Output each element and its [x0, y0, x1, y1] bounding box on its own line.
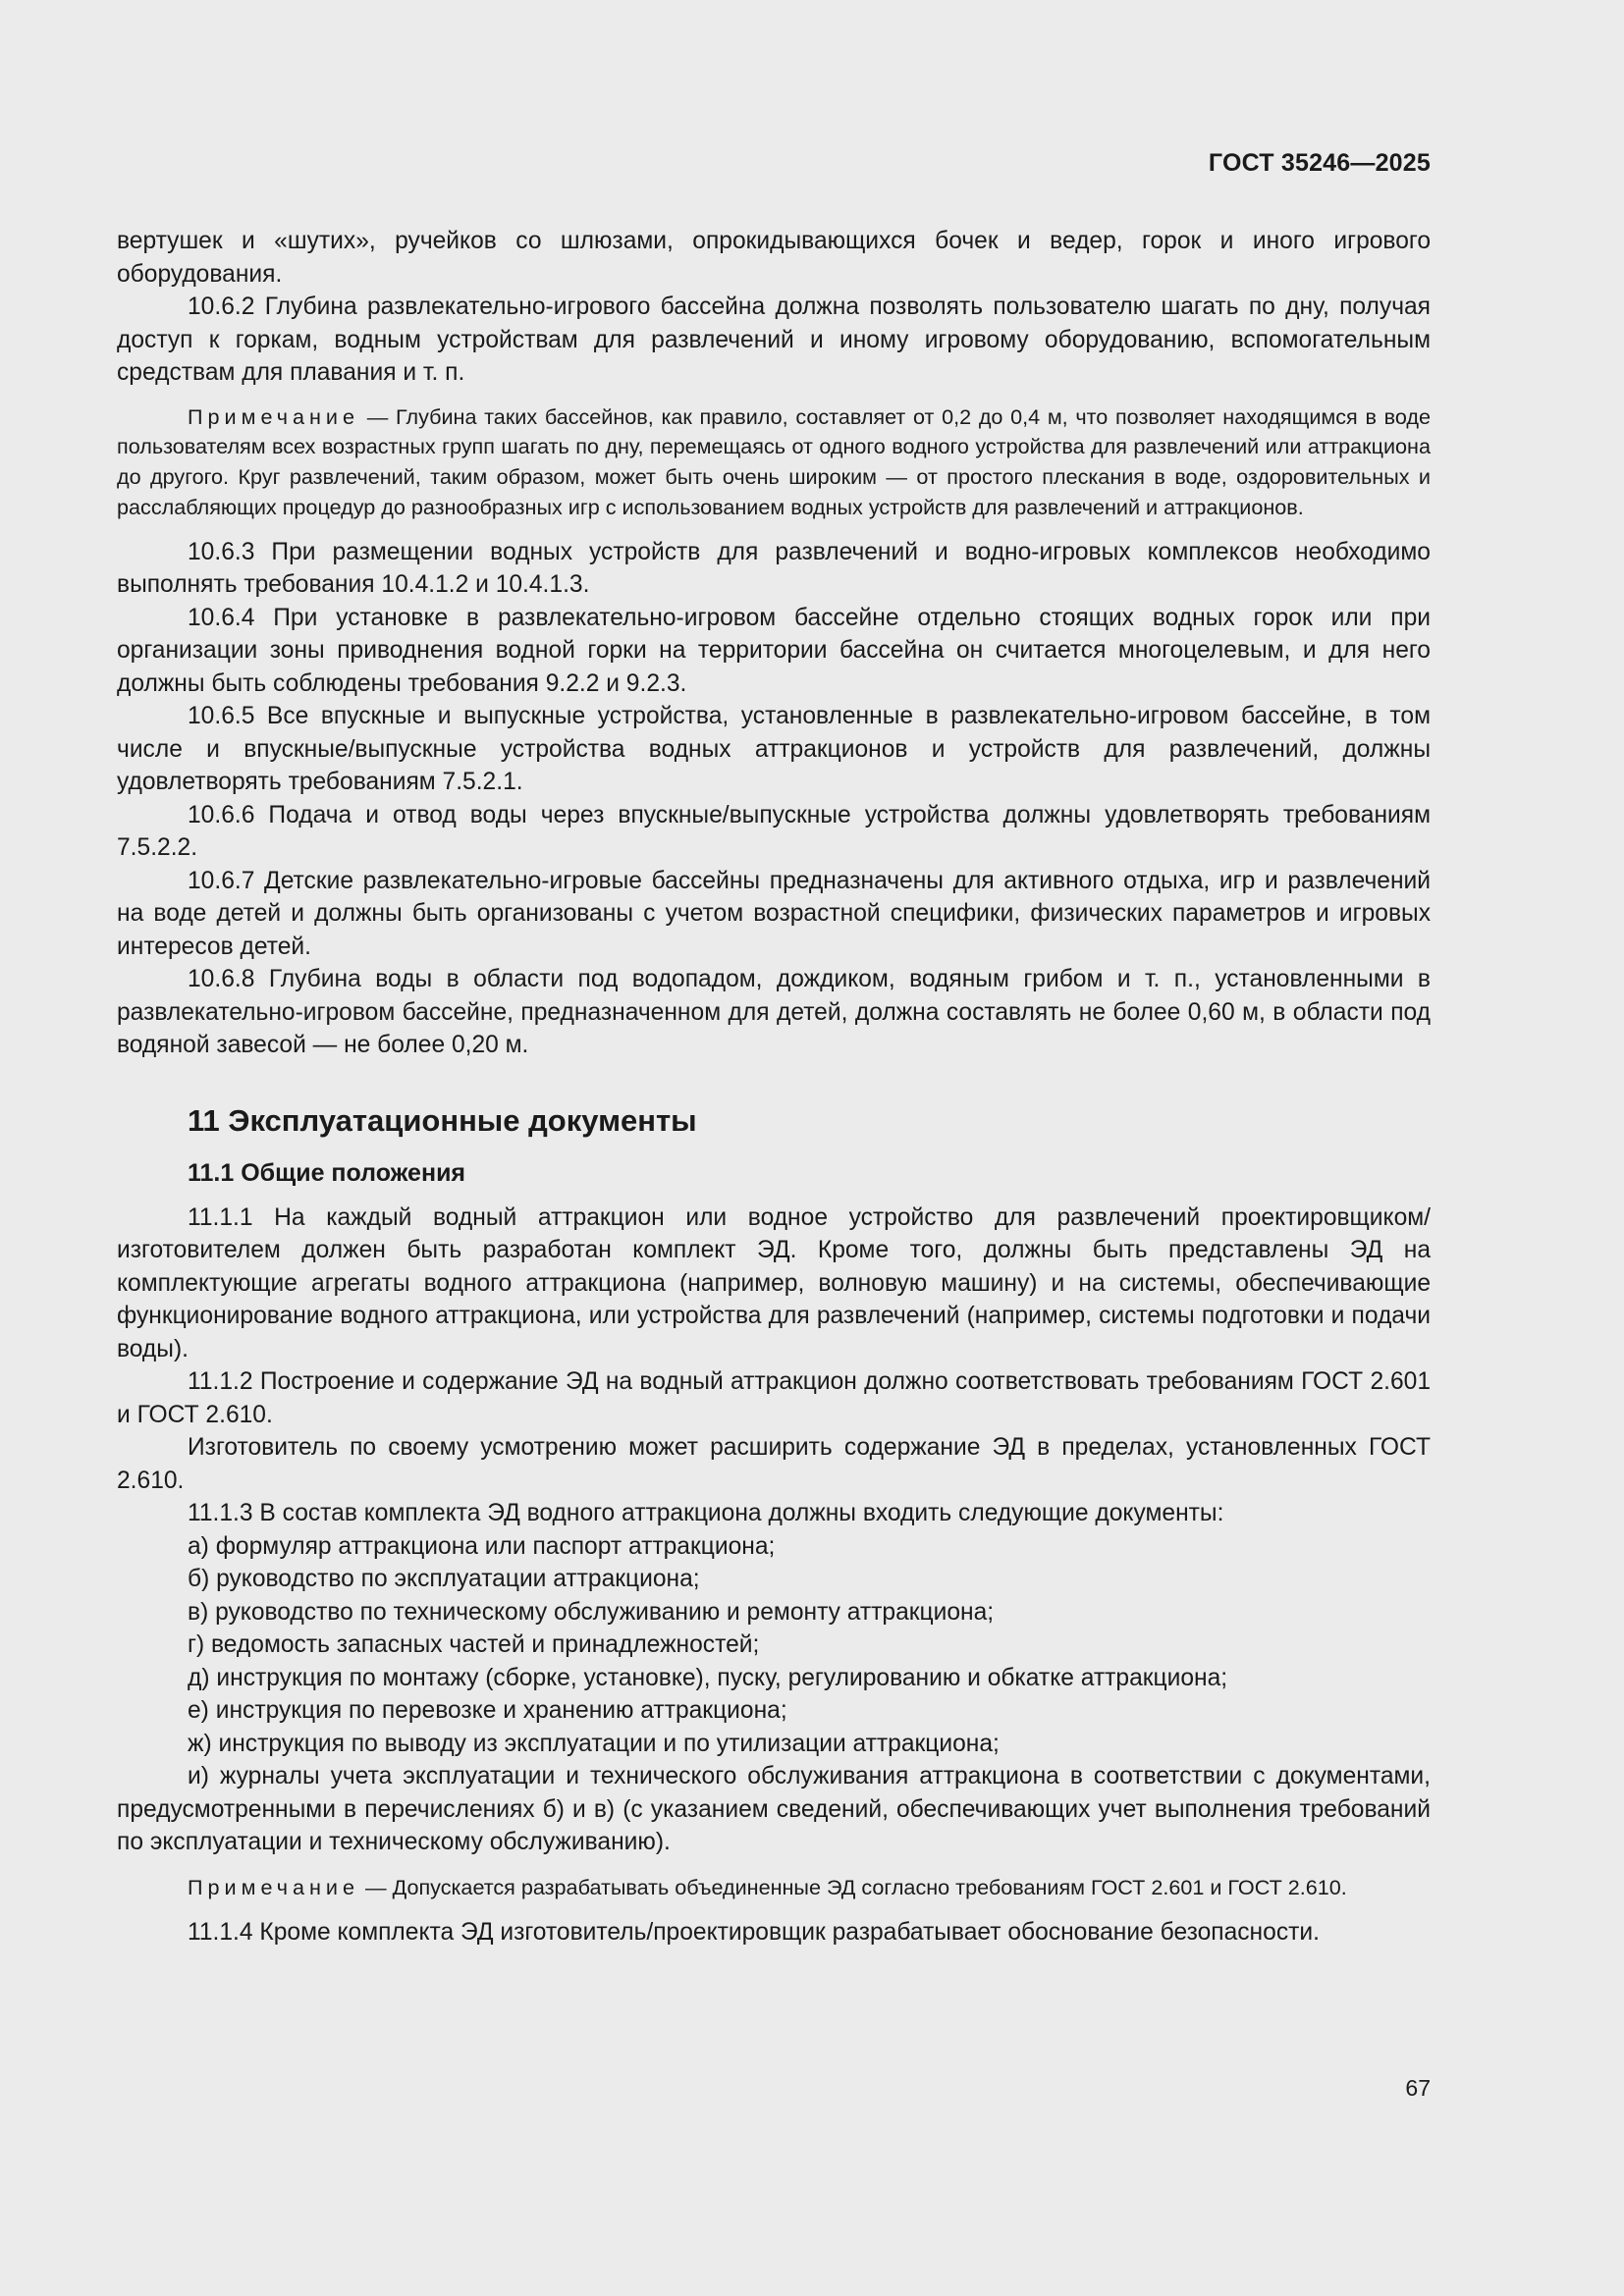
paragraph-10-6-6: 10.6.6 Подача и отвод воды через впускные/выпускные устройства должны удовлетворять требованиям 7.5.2.2. — [117, 801, 1431, 862]
paragraph-11-1-3: 11.1.3 В состав комплекта ЭД водного аттракциона должны входить следующие документы: — [188, 1500, 1224, 1527]
list-item: в) руководство по техническому обслуживанию и ремонту аттракциона; — [188, 1598, 995, 1626]
paragraph-10-6-2: 10.6.2 Глубина развлекательно-игрового бассейна должна позволять пользователю шагать по дну, получая доступ к горкам, водным устройствам для развлечений и иному игровому оборудованию, вспомогательным средствам для плавания и т. п. — [117, 294, 1431, 386]
section-heading-11: 11 Эксплуатационные документы — [188, 1102, 697, 1138]
paragraph-manufacturer: Изготовитель по своему усмотрению может расширить содержание ЭД в пределах, установленных ГОСТ 2.610. — [117, 1434, 1431, 1494]
page-content — [117, 225, 1431, 1949]
document-page — [117, 0, 1431, 2296]
page-number: 67 — [1405, 2075, 1431, 2101]
paragraph-10-6-4: 10.6.4 При установке в развлекательно-игровом бассейне отдельно стоящих водных горок или при организации зоны приводнения водной горки на территории бассейна он считается многоцелевым, и для него должны быть соблюдены требования 9.2.2 и 9.2.3. — [117, 604, 1431, 697]
list-item: г) ведомость запасных частей и принадлежностей; — [188, 1631, 760, 1659]
paragraph-11-1-1: 11.1.1 На каждый водный аттракцион или водное устройство для развлечений проектировщиком/изготовителем должен быть разработан комплект ЭД. Кроме того, должны быть представлены ЭД на комплектующие агрегаты водного аттракциона (например, волновую машину) и на системы, обеспечивающие функционирование водного аттракциона, или устройства для развлечений (например, системы подготовки и подачи воды). — [117, 1203, 1431, 1362]
list-item: ж) инструкция по выводу из эксплуатации и по утилизации аттракциона; — [188, 1730, 1000, 1757]
note-combined-docs — [117, 1873, 1431, 1903]
paragraph-10-6-5: 10.6.5 Все впускные и выпускные устройства, установленные в развлекательно-игровом бассейне, в том числе и впускные/выпускные устройства водных аттракционов и устройств для развлечений, должны удовлетворять требованиям 7.5.2.1. — [117, 703, 1431, 796]
list-item: и) журналы учета эксплуатации и технического обслуживания аттракциона в соответствии с документами, предусмотренными в перечислениях б) и в) (с указанием сведений, обеспечивающих учет выполнения требований по эксплуатации и техническому обслуживанию). — [117, 1763, 1431, 1856]
subsection-heading-11-1: 11.1 Общие положения — [188, 1158, 466, 1187]
note-label: Примечание — [188, 403, 359, 429]
paragraph-10-6-8: 10.6.8 Глубина воды в области под водопадом, дождиком, водяным грибом и т. п., установленными в развлекательно-игровом бассейне, предназначенном для детей, должна составлять не более 0,60 м, в области под водяной завесой — не более 0,20 м. — [117, 966, 1431, 1059]
list-item: е) инструкция по перевозке и хранению аттракциона; — [188, 1697, 787, 1725]
note-text: — Допускается разрабатывать объединенные ЭД согласно требованиям ГОСТ 2.601 и ГОСТ 2.610. — [359, 1874, 1347, 1899]
paragraph-10-6-3: 10.6.3 При размещении водных устройств для развлечений и водно-игровых комплексов необходимо выполнять требования 10.4.1.2 и 10.4.1.3. — [117, 538, 1431, 599]
list-item: б) руководство по эксплуатации аттракциона; — [188, 1566, 700, 1593]
list-item: д) инструкция по монтажу (сборке, установке), пуску, регулированию и обкатке аттракциона; — [188, 1664, 1228, 1691]
paragraph-10-6-7: 10.6.7 Детские развлекательно-игровые бассейны предназначены для активного отдыха, игр и развлечений на воде детей и должны быть организованы с учетом возрастной специфики, физических параметров и игровых интересов детей. — [117, 867, 1431, 960]
note-text: — Глубина таких бассейнов, как правило, составляет от 0,2 до 0,4 м, что позволяет находящимся в воде пользователям всех возрастных групп шагать по дну, перемещаясь от одного водного устройства для развлечений или аттракциона до другого. Круг развлечений, таким образом, может быть очень широким — от простого плескания в воде, оздоровительных и расслабляющих процедур до разнообразных игр с использованием водных устройств для развлечений и аттракционов. — [117, 403, 1431, 519]
list-item: а) формуляр аттракциона или паспорт аттракциона; — [188, 1532, 776, 1560]
paragraph-11-1-2: 11.1.2 Построение и содержание ЭД на водный аттракцион должно соответствовать требованиям ГОСТ 2.601 и ГОСТ 2.610. — [117, 1368, 1431, 1428]
note-depth — [117, 402, 1431, 523]
standard-code-header: ГОСТ 35246—2025 — [1208, 149, 1431, 177]
paragraph-11-1-4: 11.1.4 Кроме комплекта ЭД изготовитель/проектировщик разрабатывает обоснование безопасности. — [188, 1919, 1320, 1947]
paragraph-continuation: вертушек и «шутих», ручейков со шлюзами, опрокидывающихся бочек и ведер, горок и иного игрового оборудования. — [117, 228, 1431, 288]
note-label: Примечание — [188, 1874, 359, 1899]
